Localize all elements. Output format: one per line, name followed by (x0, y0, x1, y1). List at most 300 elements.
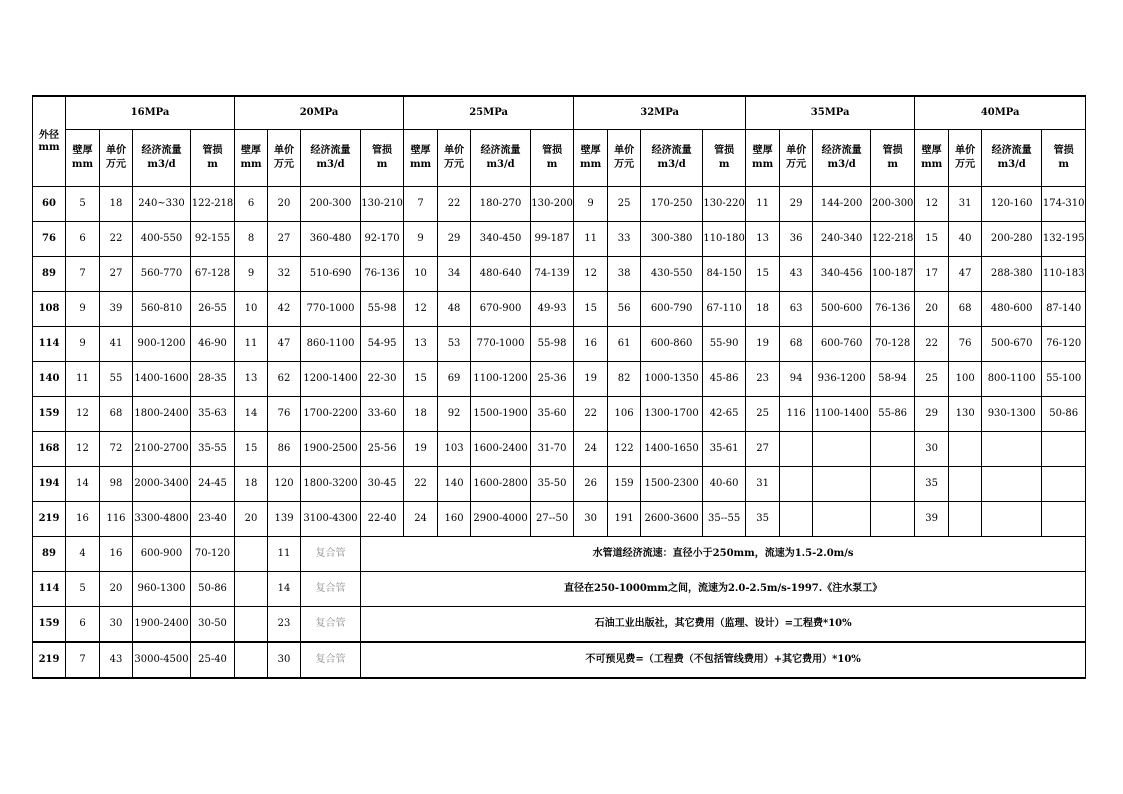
column-header-label: 壁厚 (72, 145, 93, 156)
column-header-label: 单价 (444, 145, 465, 156)
table-cell: 400-550 (133, 222, 191, 257)
table-cell: 1000-1350 (641, 362, 703, 397)
pressure-header: 20MPa (235, 96, 404, 130)
table-cell: 2000-3400 (133, 467, 191, 502)
table-row (33, 327, 1086, 362)
table-cell: 340-456 (813, 257, 871, 292)
table-cell: 14 (66, 467, 100, 502)
column-header-label: 单价 (274, 145, 295, 156)
table-cell: 98 (100, 467, 133, 502)
table-cell: 22-40 (361, 502, 404, 537)
table-cell: 1500-1900 (471, 397, 531, 432)
table-cell: 18 (404, 397, 438, 432)
table-cell: 76-120 (1042, 327, 1086, 362)
table-cell: 100-187 (871, 257, 915, 292)
table-cell: 11 (66, 362, 100, 397)
table-cell: 50-86 (1042, 397, 1086, 432)
table-cell: 35-60 (531, 397, 574, 432)
composite-row (33, 537, 1086, 572)
column-header-unit: m3/d (316, 159, 345, 170)
table-cell: 40 (949, 222, 982, 257)
price-cell: 30 (100, 607, 133, 643)
table-cell: 67-128 (191, 257, 235, 292)
table-cell: 13 (235, 362, 268, 397)
table-cell: 29 (915, 397, 949, 432)
table-cell: 22-30 (361, 362, 404, 397)
wall-cell: 6 (66, 607, 100, 643)
table-cell: 100 (949, 362, 982, 397)
column-header-label: 管损 (882, 145, 903, 156)
blank-cell (235, 642, 268, 678)
table-cell: 41 (100, 327, 133, 362)
composite-label-cell: 复合管 (301, 607, 361, 643)
table-cell: 32 (268, 257, 301, 292)
table-cell: 17 (915, 257, 949, 292)
pressure-header: 25MPa (404, 96, 574, 130)
table-row (33, 432, 1086, 467)
table-cell: 42 (268, 292, 301, 327)
table-cell (813, 432, 871, 467)
loss-cell: 30-50 (191, 607, 235, 643)
column-header-unit: 万元 (955, 159, 976, 170)
table-cell: 92 (438, 397, 471, 432)
table-cell: 15 (404, 362, 438, 397)
column-header (268, 130, 301, 187)
od-header-label: 外径 (39, 129, 59, 141)
table-cell: 500-600 (813, 292, 871, 327)
table-cell: 130-220 (703, 187, 746, 222)
table-cell: 8 (235, 222, 268, 257)
table-cell: 24-45 (191, 467, 235, 502)
table-cell: 1300-1700 (641, 397, 703, 432)
table-cell: 39 (100, 292, 133, 327)
flow-cell: 600-900 (133, 537, 191, 572)
table-cell: 74-139 (531, 257, 574, 292)
table-cell: 600-760 (813, 327, 871, 362)
table-cell (813, 502, 871, 537)
table-cell: 19 (404, 432, 438, 467)
column-header (871, 130, 915, 187)
table-cell: 13 (404, 327, 438, 362)
table-cell: 54-95 (361, 327, 404, 362)
table-cell: 82 (608, 362, 641, 397)
table-cell: 122-218 (871, 222, 915, 257)
column-header-unit: m3/d (827, 159, 856, 170)
table-cell: 47 (949, 257, 982, 292)
table-cell: 35-63 (191, 397, 235, 432)
composite-label-cell: 复合管 (301, 537, 361, 572)
table-cell: 61 (608, 327, 641, 362)
table-cell (871, 432, 915, 467)
table-cell: 55-98 (531, 327, 574, 362)
table-cell: 1800-2400 (133, 397, 191, 432)
table-cell (949, 432, 982, 467)
column-header (100, 130, 133, 187)
table-cell: 1200-1400 (301, 362, 361, 397)
table-cell: 29 (780, 187, 813, 222)
table-cell (871, 467, 915, 502)
table-cell: 1900-2500 (301, 432, 361, 467)
column-header (133, 130, 191, 187)
pressure-header-row (33, 96, 1086, 130)
table-cell: 26-55 (191, 292, 235, 327)
table-cell: 9 (235, 257, 268, 292)
table-cell: 92-170 (361, 222, 404, 257)
table-cell: 27--50 (531, 502, 574, 537)
table-cell: 49-93 (531, 292, 574, 327)
table-cell: 3300-4800 (133, 502, 191, 537)
table-cell: 99-187 (531, 222, 574, 257)
pressure-header: 40MPa (915, 96, 1086, 130)
column-header-unit: m (207, 159, 218, 170)
table-cell: 24 (404, 502, 438, 537)
blank-cell (235, 537, 268, 572)
od-cell: 159 (33, 397, 66, 432)
table-cell: 12 (66, 432, 100, 467)
table-cell: 58-94 (871, 362, 915, 397)
composite-row (33, 642, 1086, 678)
table-cell: 20 (235, 502, 268, 537)
od-cell: 159 (33, 607, 66, 643)
table-cell: 25 (608, 187, 641, 222)
od-header-unit: mm (38, 141, 60, 153)
table-cell (780, 502, 813, 537)
table-cell: 28-35 (191, 362, 235, 397)
column-header-unit: m3/d (147, 159, 176, 170)
od-cell: 108 (33, 292, 66, 327)
table-cell (780, 467, 813, 502)
column-header-unit: 万元 (614, 159, 635, 170)
table-cell: 18 (100, 187, 133, 222)
table-cell: 1500-2300 (641, 467, 703, 502)
table-cell: 122 (608, 432, 641, 467)
composite-row (33, 607, 1086, 643)
table-cell: 288-380 (982, 257, 1042, 292)
table-cell: 106 (608, 397, 641, 432)
price-cell: 16 (100, 537, 133, 572)
table-cell: 62 (268, 362, 301, 397)
od-cell: 76 (33, 222, 66, 257)
column-header-label: 单价 (955, 145, 976, 156)
table-cell: 76 (268, 397, 301, 432)
table-cell (813, 467, 871, 502)
table-cell: 13 (746, 222, 780, 257)
table-cell: 9 (66, 327, 100, 362)
column-header (982, 130, 1042, 187)
table-cell: 510-690 (301, 257, 361, 292)
table-cell: 860-1100 (301, 327, 361, 362)
table-cell: 69 (438, 362, 471, 397)
table-cell: 7 (66, 257, 100, 292)
table-cell: 10 (235, 292, 268, 327)
column-header-label: 壁厚 (410, 145, 431, 156)
column-header (361, 130, 404, 187)
pressure-header: 35MPa (746, 96, 915, 130)
note-cell: 不可预见费=（工程费（不包括管线费用）+其它费用）*10% (361, 642, 1086, 678)
column-header (813, 130, 871, 187)
table-cell: 72 (100, 432, 133, 467)
column-header (531, 130, 574, 187)
table-cell: 26 (574, 467, 608, 502)
table-cell: 2900-4000 (471, 502, 531, 537)
table-cell: 25 (915, 362, 949, 397)
table-cell (1042, 467, 1086, 502)
column-header-label: 经济流量 (141, 145, 182, 156)
table-cell: 30 (915, 432, 949, 467)
note-cell: 石油工业出版社，其它费用（监理、设计）=工程费*10% (361, 607, 1086, 643)
column-header-unit: m (718, 159, 730, 170)
table-cell: 103 (438, 432, 471, 467)
table-cell: 31-70 (531, 432, 574, 467)
table-cell: 770-1000 (471, 327, 531, 362)
table-cell: 40-60 (703, 467, 746, 502)
table-cell: 120 (268, 467, 301, 502)
table-cell: 46-90 (191, 327, 235, 362)
od-cell: 60 (33, 187, 66, 222)
column-header-label: 管损 (372, 145, 393, 156)
table-cell: 600-790 (641, 292, 703, 327)
table-cell (982, 467, 1042, 502)
column-header (301, 130, 361, 187)
table-cell: 34 (438, 257, 471, 292)
table-row (33, 292, 1086, 327)
column-header (949, 130, 982, 187)
od-cell: 219 (33, 642, 66, 678)
column-header (404, 130, 438, 187)
column-header-unit: m3/d (997, 159, 1026, 170)
table-cell: 33 (608, 222, 641, 257)
od-cell: 168 (33, 432, 66, 467)
table-cell: 31 (746, 467, 780, 502)
table-cell: 20 (268, 187, 301, 222)
table-cell: 2100-2700 (133, 432, 191, 467)
table-cell: 16 (574, 327, 608, 362)
table-cell: 35-61 (703, 432, 746, 467)
od-cell: 219 (33, 502, 66, 537)
flow-cell: 3000-4500 (133, 642, 191, 678)
column-header-label: 管损 (202, 145, 223, 156)
column-header-label: 单价 (614, 145, 635, 156)
table-cell: 480-600 (982, 292, 1042, 327)
table-cell: 930-1300 (982, 397, 1042, 432)
table-cell: 240~330 (133, 187, 191, 222)
table-cell: 20 (915, 292, 949, 327)
table-cell: 12 (66, 397, 100, 432)
table-cell: 12 (574, 257, 608, 292)
column-header (641, 130, 703, 187)
table-cell: 67-110 (703, 292, 746, 327)
table-cell: 174-310 (1042, 187, 1086, 222)
table-cell: 16 (66, 502, 100, 537)
column-header-unit: m3/d (486, 159, 515, 170)
table-cell: 120-160 (982, 187, 1042, 222)
table-cell: 19 (746, 327, 780, 362)
table-cell: 1800-3200 (301, 467, 361, 502)
table-cell: 240-340 (813, 222, 871, 257)
table-cell: 30 (574, 502, 608, 537)
table-cell: 15 (915, 222, 949, 257)
table-cell: 24 (574, 432, 608, 467)
loss-cell: 50-86 (191, 572, 235, 607)
table-cell: 200-280 (982, 222, 1042, 257)
table-cell: 43 (780, 257, 813, 292)
column-header-unit: mm (921, 159, 943, 170)
table-cell: 35-50 (531, 467, 574, 502)
table-cell: 132-195 (1042, 222, 1086, 257)
table-cell: 23 (746, 362, 780, 397)
column-header-unit: m (1058, 159, 1069, 170)
column-header (780, 130, 813, 187)
table-cell: 430-550 (641, 257, 703, 292)
table-cell: 76 (949, 327, 982, 362)
column-header-unit: 万元 (274, 159, 295, 170)
table-cell: 68 (780, 327, 813, 362)
table-cell: 76-136 (871, 292, 915, 327)
table-cell: 84-150 (703, 257, 746, 292)
column-header (66, 130, 100, 187)
table-cell: 25-36 (531, 362, 574, 397)
table-cell: 94 (780, 362, 813, 397)
table-cell: 160 (438, 502, 471, 537)
table-cell: 55-98 (361, 292, 404, 327)
table-cell: 5 (66, 187, 100, 222)
table-cell: 110-183 (1042, 257, 1086, 292)
column-header-unit: mm (580, 159, 602, 170)
table-cell: 55 (100, 362, 133, 397)
table-cell: 53 (438, 327, 471, 362)
table-cell: 70-128 (871, 327, 915, 362)
table-cell: 22 (438, 187, 471, 222)
note-cell: 直径在250-1000mm之间，流速为2.0-2.5m/s-1997.《注水泵工》 (361, 572, 1086, 607)
table-cell (1042, 432, 1086, 467)
table-cell: 200-300 (871, 187, 915, 222)
table-row (33, 362, 1086, 397)
table-cell: 3100-4300 (301, 502, 361, 537)
table-cell: 480-640 (471, 257, 531, 292)
table-cell: 130 (949, 397, 982, 432)
table-cell: 122-218 (191, 187, 235, 222)
table-cell: 9 (404, 222, 438, 257)
table-cell: 87-140 (1042, 292, 1086, 327)
table-cell: 180-270 (471, 187, 531, 222)
table-row (33, 187, 1086, 222)
table-cell: 19 (574, 362, 608, 397)
column-header-label: 管损 (714, 145, 735, 156)
table-cell: 560-810 (133, 292, 191, 327)
pressure-header: 16MPa (66, 96, 235, 130)
table-cell: 68 (949, 292, 982, 327)
od-cell: 194 (33, 467, 66, 502)
table-cell: 35--55 (703, 502, 746, 537)
table-cell: 35 (746, 502, 780, 537)
column-header-label: 经济流量 (991, 145, 1032, 156)
table-cell: 68 (100, 397, 133, 432)
table-cell: 18 (235, 467, 268, 502)
column-header-unit: 万元 (444, 159, 465, 170)
table-cell: 86 (268, 432, 301, 467)
table-cell: 936-1200 (813, 362, 871, 397)
table-row (33, 502, 1086, 537)
table-cell (982, 432, 1042, 467)
column-header (608, 130, 641, 187)
price-cell: 43 (100, 642, 133, 678)
table-cell: 18 (746, 292, 780, 327)
flow-cell: 960-1300 (133, 572, 191, 607)
od-cell: 114 (33, 327, 66, 362)
table-row (33, 222, 1086, 257)
table-cell (871, 502, 915, 537)
column-header (746, 130, 780, 187)
table-cell (949, 467, 982, 502)
table-cell: 10 (404, 257, 438, 292)
table-cell: 55-100 (1042, 362, 1086, 397)
column-header-label: 经济流量 (310, 145, 351, 156)
table-cell: 76-136 (361, 257, 404, 292)
table-cell: 360-480 (301, 222, 361, 257)
composite-row (33, 572, 1086, 607)
table-cell: 42-65 (703, 397, 746, 432)
column-header-label: 经济流量 (651, 145, 692, 156)
table-cell: 340-450 (471, 222, 531, 257)
composite-price-cell: 11 (268, 537, 301, 572)
table-row (33, 467, 1086, 502)
table-cell: 22 (100, 222, 133, 257)
column-header-unit: m3/d (657, 159, 686, 170)
table-cell: 130-200 (531, 187, 574, 222)
column-header-unit: 万元 (786, 159, 807, 170)
column-header-unit: mm (240, 159, 262, 170)
table-cell: 56 (608, 292, 641, 327)
table-cell: 92-155 (191, 222, 235, 257)
table-cell: 116 (780, 397, 813, 432)
composite-label-cell: 复合管 (301, 642, 361, 678)
table-cell: 560-770 (133, 257, 191, 292)
column-header-label: 壁厚 (241, 145, 262, 156)
table-cell: 14 (235, 397, 268, 432)
table-cell: 25 (746, 397, 780, 432)
table-cell: 33-60 (361, 397, 404, 432)
table-cell: 7 (404, 187, 438, 222)
column-header-label: 管损 (1053, 145, 1074, 156)
od-cell: 89 (33, 257, 66, 292)
table-cell (949, 502, 982, 537)
table-cell: 15 (235, 432, 268, 467)
table-cell: 63 (780, 292, 813, 327)
column-header (703, 130, 746, 187)
table-cell: 27 (100, 257, 133, 292)
price-cell: 20 (100, 572, 133, 607)
table-cell: 144-200 (813, 187, 871, 222)
column-header (471, 130, 531, 187)
table-cell: 11 (235, 327, 268, 362)
table-cell: 55-90 (703, 327, 746, 362)
column-header (1042, 130, 1086, 187)
table-cell: 300-380 (641, 222, 703, 257)
table-cell: 9 (574, 187, 608, 222)
table-cell: 35-55 (191, 432, 235, 467)
table-cell: 170-250 (641, 187, 703, 222)
pressure-header: 32MPa (574, 96, 746, 130)
od-cell: 89 (33, 537, 66, 572)
table-cell: 500-670 (982, 327, 1042, 362)
wall-cell: 5 (66, 572, 100, 607)
table-cell: 1400-1600 (133, 362, 191, 397)
table-cell: 1600-2400 (471, 432, 531, 467)
od-cell: 140 (33, 362, 66, 397)
table-cell: 1600-2800 (471, 467, 531, 502)
table-cell: 47 (268, 327, 301, 362)
column-header-label: 经济流量 (821, 145, 862, 156)
